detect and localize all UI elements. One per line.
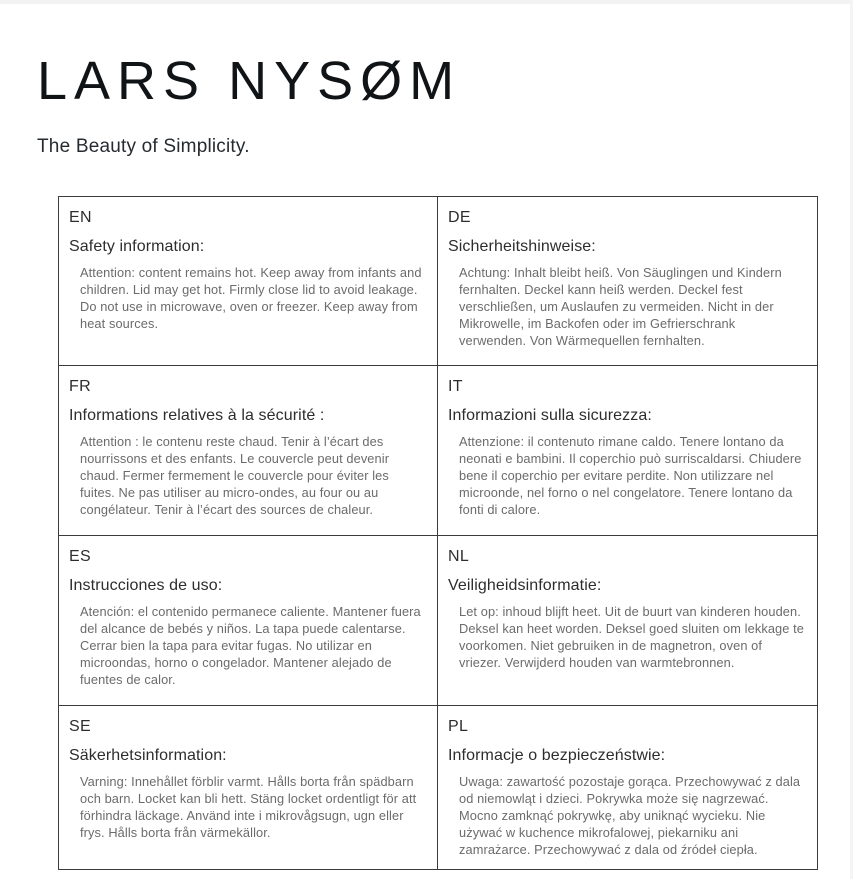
safety-text: Attention : le contenu reste chaud. Tenir à l’écart des nourrissons et des enfants. Le couvercle peut devenir chaud. Fermer fermement le couvercle pour éviter les fuites. Ne pas utiliser au micro-ondes, au four ou au congélateur. Tenir à l’écart des sources de chaleur. [80, 434, 390, 517]
safety-text: Varning: Innehållet förblir varmt. Hålls borta från spädbarn och barn. Locket kan bli hett. Stäng locket ordentligt för att förhindra läckage. Använd inte i mikrovågsugn, ugn eller frys. Hålls borta från värmekällor. [80, 774, 417, 840]
section-heading: Informazioni sulla sicurezza: [448, 407, 652, 424]
language-code: PL [448, 718, 469, 735]
safety-cell-fr [59, 365, 437, 535]
brand-logo: LARS NYSØM [37, 51, 462, 111]
safety-cell-pl [437, 705, 817, 869]
brand-header [37, 51, 462, 158]
safety-info-table [58, 196, 818, 870]
language-code: DE [448, 209, 471, 226]
safety-cell-nl [437, 535, 817, 705]
safety-cell-it [437, 365, 817, 535]
safety-cell-se [59, 705, 437, 869]
safety-text: Attenzione: il contenuto rimane caldo. Tenere lontano da neonati e bambini. Il coperchio può surriscaldarsi. Chiudere bene il coperchio per evitare perdite. Non utilizzare nel microonde, nel forno o nel congelatore. Tenere lontano da fonti di calore. [459, 434, 802, 517]
section-heading: Instrucciones de uso: [69, 577, 223, 594]
safety-text: Let op: inhoud blijft heet. Uit de buurt van kinderen houden. Deksel kan heet worden. Deksel goed sluiten om lekkage te voorkomen. Niet gebruiken in de magnetron, oven of vriezer. Verwijderd houden van warmtebronnen. [459, 604, 805, 670]
brand-tagline: The Beauty of Simplicity. [37, 136, 250, 157]
safety-cell-de [437, 197, 817, 365]
language-code: FR [69, 378, 91, 395]
safety-text: Uwaga: zawartość pozostaje gorąca. Przechowywać z dala od niemowląt i dzieci. Pokrywka może się nagrzewać. Mocno zamknąć pokrywkę, aby uniknąć wycieku. Nie używać w kuchence mikrofalowej, piekarniku ani zamrażarce. Przechowywać z dala od źródeł ciepła. [459, 774, 801, 857]
language-code: IT [448, 378, 463, 395]
safety-cell-en [59, 197, 437, 365]
section-heading: Safety information: [69, 238, 205, 255]
language-code: ES [69, 548, 91, 565]
section-heading: Säkerhetsinformation: [69, 747, 227, 764]
section-heading: Informacje o bezpieczeństwie: [448, 747, 666, 764]
section-heading: Sicherheitshinweise: [448, 238, 596, 255]
safety-text: Atención: el contenido permanece caliente. Mantener fuera del alcance de bebés y niños. La tapa puede calentarse. Cerrar bien la tapa para evitar fugas. No utilizar en microondas, horno o congelador. Mantener alejado de fuentes de calor. [80, 604, 421, 687]
top-edge-strip [0, 0, 853, 4]
language-code: SE [69, 718, 91, 735]
safety-text: Achtung: Inhalt bleibt heiß. Von Säuglingen und Kindern fernhalten. Deckel kann heiß werden. Deckel fest verschließen, um Auslaufen zu vermeiden. Nicht in der Mikrowelle, im Backofen oder im Gefrierschrank verwenden. Von Wärmequellen fernhalten. [459, 265, 782, 348]
language-code: NL [448, 548, 470, 565]
language-code: EN [69, 209, 92, 226]
section-heading: Informations relatives à la sécurité : [69, 407, 325, 424]
safety-cell-es [59, 535, 437, 705]
section-heading: Veiligheidsinformatie: [448, 577, 602, 594]
safety-text: Attention: content remains hot. Keep away from infants and children. Lid may get hot. Firmly close lid to avoid leakage. Do not use in microwave, oven or freezer. Keep away from heat sources. [80, 265, 422, 331]
